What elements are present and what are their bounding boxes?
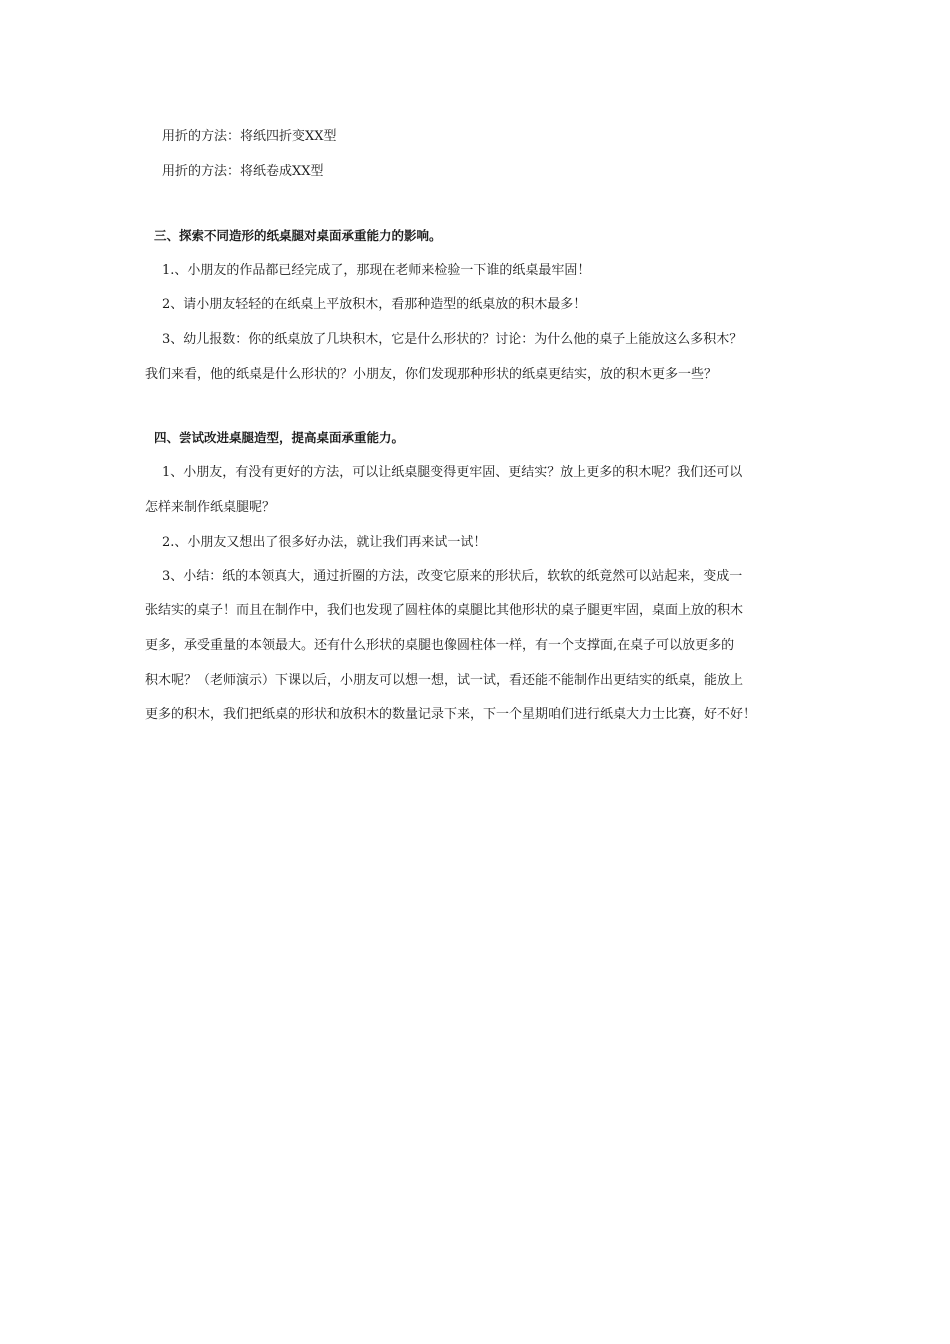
section-4-item-3-cont-3: 积木呢？（老师演示）下课以后，小朋友可以想一想，试一试，看还能不能制作出更结实的纸桌，能放上 (145, 673, 744, 688)
section-3-item-3: 3、幼儿报数：你的纸桌放了几块积木，它是什么形状的？讨论：为什么他的桌子上能放这么多积木？ (162, 332, 743, 347)
section-4-item-3: 3、小结：纸的本领真大，通过折圈的方法，改变它原来的形状后，软软的纸竟然可以站起来，变成一 (162, 569, 743, 584)
fold-method-2: 用折的方法：将纸卷成XX型 (162, 164, 324, 179)
section-4-item-1: 1、小朋友，有没有更好的方法，可以让纸桌腿变得更牢固、更结实？放上更多的积木呢？我们还可以 (162, 465, 743, 480)
section-3-item-2: 2、请小朋友轻轻的在纸桌上平放积木，看那种造型的纸桌放的积木最多！ (162, 297, 587, 312)
section-4-item-3-cont-4: 更多的积木，我们把纸桌的形状和放积木的数量记录下来，下一个星期咱们进行纸桌大力士比赛，好不好！ (145, 707, 757, 722)
section-4-item-1-cont: 怎样来制作纸桌腿呢？ (145, 500, 276, 515)
section-4-heading: 四、尝试改进桌腿造型，提高桌面承重能力。 (154, 430, 405, 445)
section-4-item-3-cont-1: 张结实的桌子！而且在制作中，我们也发现了圆柱体的桌腿比其他形状的桌子腿更牢固，桌面上放的积木 (145, 603, 744, 618)
section-4-item-2: 2.、小朋友又想出了很多好办法，就让我们再来试一试！ (162, 535, 487, 550)
fold-method-1: 用折的方法：将纸四折变XX型 (162, 129, 337, 144)
section-3-item-1: 1.、小朋友的作品都已经完成了，那现在老师来检验一下谁的纸桌最牢固！ (162, 263, 591, 278)
section-3-heading: 三、探索不同造形的纸桌腿对桌面承重能力的影响。 (154, 228, 442, 243)
section-3-item-3-cont: 我们来看，他的纸桌是什么形状的？小朋友，你们发现那种形状的纸桌更结实，放的积木更多一些？ (145, 367, 718, 382)
section-4-item-3-cont-2: 更多，承受重量的本领最大。还有什么形状的桌腿也像圆柱体一样，有一个支撑面,在桌子可以放更多的 (145, 638, 735, 653)
